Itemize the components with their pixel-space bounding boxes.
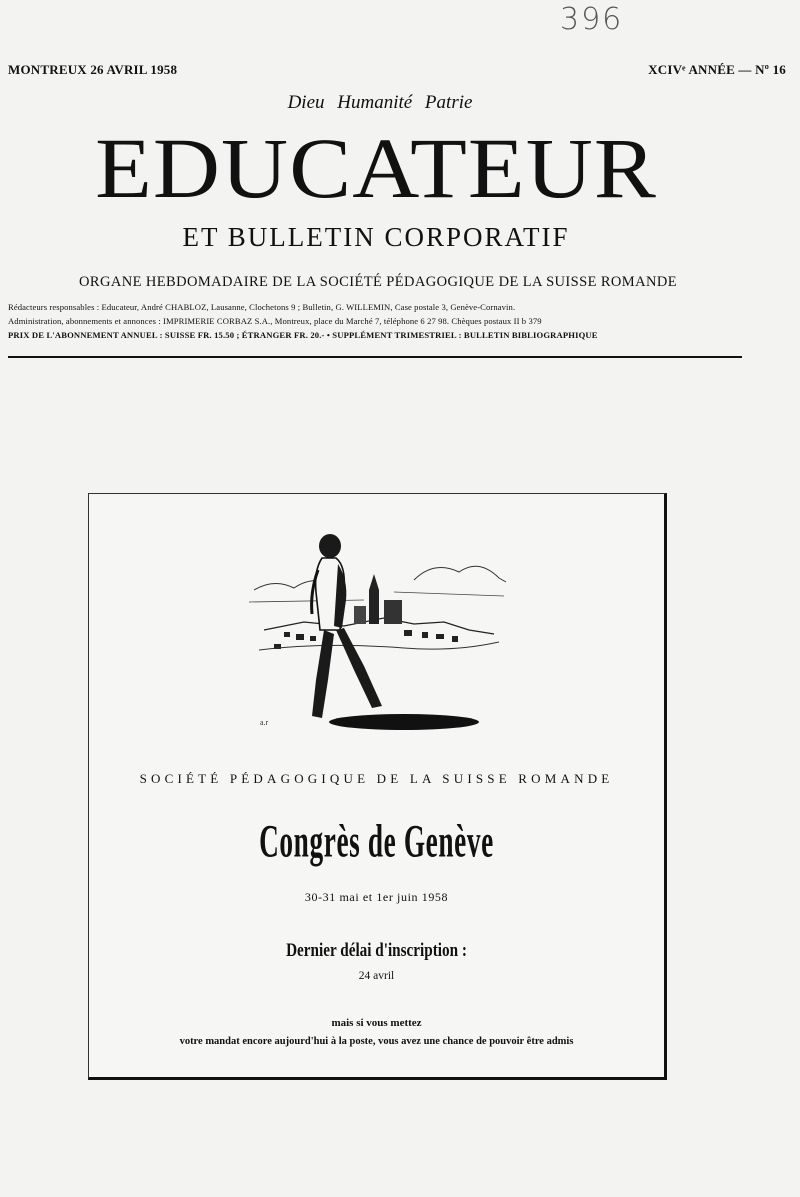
svg-text:a.r: a.r bbox=[260, 718, 269, 727]
handwritten-page-number: 396 bbox=[560, 2, 624, 37]
deadline-date: 24 avril bbox=[358, 970, 395, 982]
deadline-label: Dernier délai d'inscription : bbox=[286, 940, 467, 961]
congress-dates: 30-31 mai et 1er juin 1958 bbox=[304, 890, 449, 904]
place-date: MONTREUX 26 AVRIL 1958 bbox=[8, 62, 178, 77]
issue-number: XCIVᵉ ANNÉE — Nº 16 bbox=[648, 62, 786, 77]
header-rule bbox=[8, 356, 742, 358]
congress-title: Congrès de Genève bbox=[259, 815, 494, 868]
masthead-subtitle: ET BULLETIN CORPORATIF bbox=[182, 222, 570, 252]
closing-line-1: mais si vous mettez bbox=[331, 1017, 422, 1029]
administration-line: Administration, abonnements et annonces : IMPRIMERIE CORBAZ S.A., Montreux, place du Marché 7, téléphone 6 27 98. Chèques postaux II b 379 bbox=[8, 316, 542, 326]
editors-line: Rédacteurs responsables : Educateur, André CHABLOZ, Lausanne, Clochetons 9 ; Bulletin, G. WILLEMIN, Case postale 3, Genève-Cornavin. bbox=[8, 302, 516, 312]
header-line bbox=[8, 62, 786, 78]
congress-announcement bbox=[88, 493, 667, 1080]
subscription-line: PRIX DE L'ABONNEMENT ANNUEL : SUISSE FR. 15.50 ; ÉTRANGER FR. 20.- • SUPPLÉMENT TRIMESTRIEL : BULLETIN BIBLIOGRAPHIQUE bbox=[8, 330, 598, 340]
walking-child-illustration bbox=[244, 530, 514, 740]
organ-line: ORGANE HEBDOMADAIRE DE LA SOCIÉTÉ PÉDAGOGIQUE DE LA SUISSE ROMANDE bbox=[79, 274, 677, 290]
society-name: SOCIÉTÉ PÉDAGOGIQUE DE LA SUISSE ROMANDE bbox=[139, 771, 614, 786]
motto: Dieu Humanité Patrie bbox=[287, 92, 473, 113]
closing-line-2: votre mandat encore aujourd'hui à la poste, vous avez une chance de pouvoir être admis bbox=[179, 1036, 574, 1047]
masthead-title: EDUCATEUR bbox=[95, 120, 657, 216]
